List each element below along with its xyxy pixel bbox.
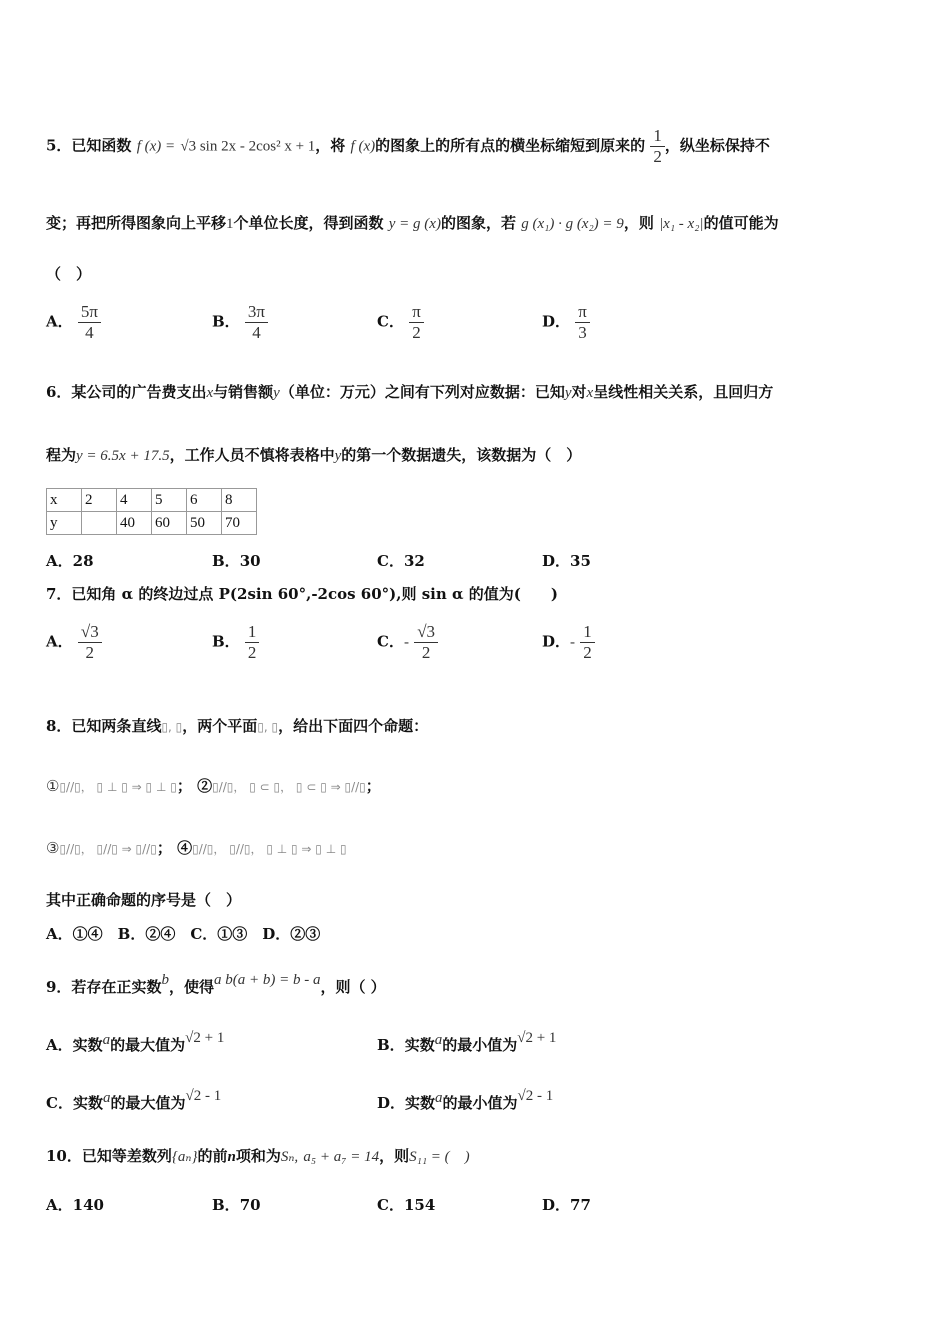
q7-option-a[interactable]: A． $\frac{√3}{2}$ — [46, 622, 102, 663]
q10-sequence: {aₙ} — [171, 1149, 198, 1165]
q8-options[interactable]: A．①④ B．②④ C．①③ D．②③ — [46, 925, 321, 943]
q7-option-c[interactable]: C．- $\frac{√3}{2}$ — [377, 622, 438, 663]
q8-planes: ▯, ▯ — [257, 720, 279, 734]
q10-option-c[interactable]: C．154 — [377, 1196, 436, 1214]
q10-stem: 10．已知等差数列{aₙ}的前n项和为Sₙ, a₅ + a₇ = 14，则S₁₁ = ( ) — [46, 1147, 470, 1165]
q8-proposition-1: ▯//▯， ▯ ⊥ ▯ ⇒ ▯ ⊥ ▯ — [59, 780, 177, 794]
q10-s11: S₁₁ = ( ) — [409, 1149, 470, 1165]
q5-option-d[interactable]: D． $\frac{\pi}{3}$ — [542, 302, 590, 343]
q8-proposition-2: ▯//▯， ▯ ⊂ ▯， ▯ ⊂ ▯ ⇒ ▯//▯ — [212, 780, 366, 794]
q8-propositions-1-2: ①▯//▯， ▯ ⊥ ▯ ⇒ ▯ ⊥ ▯； ②▯//▯， ▯ ⊂ ▯， ▯ ⊂ ▯ ⇒ ▯//▯； — [46, 777, 381, 795]
q5-option-a[interactable]: A． $\frac{5\pi}{4}$ — [46, 302, 101, 343]
q10-condition: a₅ + a₇ = 14 — [303, 1149, 380, 1165]
q9-option-b[interactable]: B．实数a的最小值为√2 + 1 — [377, 1030, 557, 1054]
q10-option-d[interactable]: D．77 — [542, 1196, 591, 1214]
q5-absdiff: |x₁ - x₂| — [659, 216, 704, 232]
q5-tail1: ，纵坐标保持不 — [664, 136, 770, 155]
q5-fx-rhs: √3 sin 2x - 2cos² x + 1 — [180, 138, 316, 155]
q5-fx: f (x) = — [136, 138, 176, 155]
q5-lead: 5．已知函数 — [46, 136, 132, 155]
q5-option-b[interactable]: B． $\frac{3\pi}{4}$ — [212, 302, 268, 343]
q9-equation: a b(a + b) = b - a — [213, 972, 321, 988]
q8-proposition-4: ▯//▯， ▯//▯， ▯ ⊥ ▯ ⇒ ▯ ⊥ ▯ — [192, 842, 347, 856]
q5-option-c[interactable]: C． $\frac{\pi}{2}$ — [377, 302, 424, 343]
q7-option-b[interactable]: B． $\frac{1}{2}$ — [212, 622, 259, 663]
table-row: x 2 4 5 6 8 — [47, 489, 257, 512]
q8-lines: ▯, ▯ — [161, 720, 183, 734]
q8-propositions-3-4: ③▯//▯， ▯//▯ ⇒ ▯//▯； ④▯//▯， ▯//▯， ▯ ⊥ ▯ ⇒ ▯ ⊥ ▯ — [46, 839, 347, 857]
q5-mid1: ，将 — [315, 136, 346, 155]
q7-option-d[interactable]: D．- $\frac{1}{2}$ — [542, 622, 595, 663]
q5-mid2: 的图象上的所有点的横坐标缩短到原来的 — [375, 136, 646, 155]
q6-option-d[interactable]: D．35 — [542, 552, 591, 570]
table-row: y 40 60 50 70 — [47, 512, 257, 535]
q5-fx2: f (x) — [350, 138, 376, 155]
q9-option-c[interactable]: C．实数a的最大值为√2 - 1 — [46, 1088, 222, 1112]
q5-half-fraction: $\frac{1}{2}$ — [650, 126, 665, 167]
q6-regression-equation: y = 6.5x + 17.5 — [76, 448, 170, 464]
q6-line1: 6．某公司的广告费支出x与销售额y（单位：万元）之间有下列对应数据：已知y对x呈线性相关关系，且回归方 — [46, 383, 774, 401]
q8-question: 其中正确命题的序号是（ ） — [46, 891, 242, 909]
q9-stem: 9．若存在正实数b，使得a b(a + b) = b - a，则（ ） — [46, 972, 386, 996]
q5-line2: 变；再把所得图象向上平移1个单位长度，得到函数 y = g (x)的图象，若 g (x₁) · g (x₂) = 9，则 |x₁ - x₂|的值可能为 — [46, 214, 779, 232]
q5-line1 — [46, 126, 770, 167]
q8-line1: 8．已知两条直线▯, ▯，两个平面▯, ▯，给出下面四个命题： — [46, 717, 429, 735]
q9-option-a[interactable]: A．实数a的最大值为√2 + 1 — [46, 1030, 225, 1054]
q5-gx: y = g (x) — [388, 216, 441, 232]
q10-option-a[interactable]: A．140 — [46, 1196, 104, 1214]
q8-proposition-3: ▯//▯， ▯//▯ ⇒ ▯//▯ — [59, 842, 157, 856]
q6-option-b[interactable]: B．30 — [212, 552, 261, 570]
q10-option-b[interactable]: B．70 — [212, 1196, 261, 1214]
q6-data-table — [46, 488, 257, 535]
q6-line2: 程为y = 6.5x + 17.5，工作人员不慎将表格中y的第一个数据遗失，该数据为（ ） — [46, 446, 582, 464]
q5-paren: （ ） — [46, 265, 92, 283]
q6-option-c[interactable]: C．32 — [377, 552, 425, 570]
q9-option-d[interactable]: D．实数a的最小值为√2 - 1 — [377, 1088, 554, 1112]
q7-stem: 7．已知角 α 的终边过点 P(2sin 60°,-2cos 60°),则 sin α 的值为( ) — [46, 585, 558, 603]
q5-condition: g (x₁) · g (x₂) = 9 — [521, 216, 624, 232]
q6-option-a[interactable]: A．28 — [46, 552, 94, 570]
